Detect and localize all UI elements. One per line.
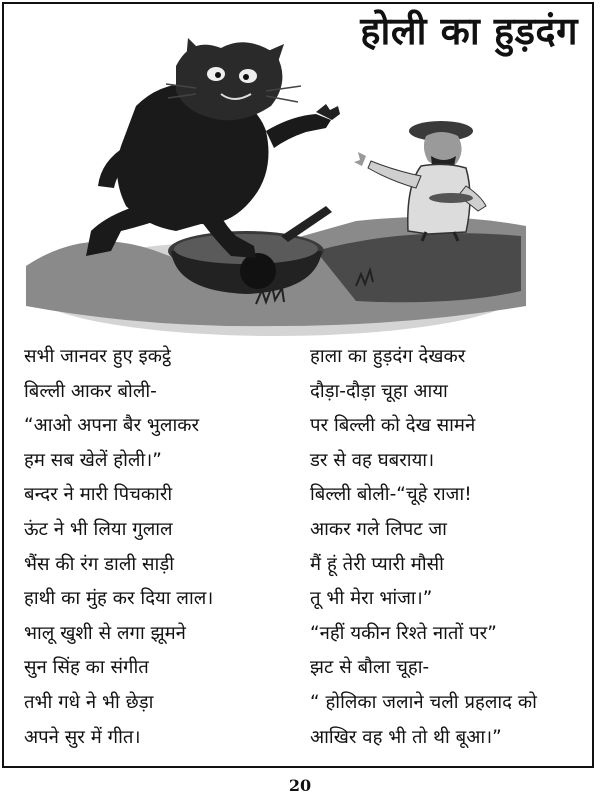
- poem-line: आखिर वह भी तो थी बूआ।”: [310, 726, 502, 748]
- poem-line: ऊंट ने भी लिया गुलाल: [24, 518, 173, 540]
- poem-line: दौड़ा-दौड़ा चूहा आया: [310, 380, 448, 402]
- poem-line: आकर गले लिपट जा: [310, 518, 447, 540]
- poem-line: “आओ अपना बैर भुलाकर: [24, 415, 200, 437]
- poem-line: बन्दर ने मारी पिचकारी: [24, 484, 173, 506]
- poem-line: पर बिल्ली को देख सामने: [310, 415, 476, 437]
- poem-line: “नहीं यकीन रिश्ते नातों पर”: [310, 622, 497, 644]
- cat-and-mouse-illustration: [26, 36, 526, 338]
- poem-line: हम सब खेलें होली।”: [24, 449, 162, 471]
- poem-line: बिल्ली आकर बोली-: [24, 380, 157, 402]
- poem-line: तभी गधे ने भी छेड़ा: [24, 691, 154, 713]
- poem-line: अपने सुर में गीत।: [24, 726, 141, 748]
- poem-line: “ होलिका जलाने चली प्रहलाद को: [310, 691, 537, 713]
- poem-line: झट से बौला चूहा-: [310, 657, 430, 679]
- poem-right-column: [310, 340, 592, 755]
- poem-line: भैंस की रंग डाली साड़ी: [24, 553, 175, 575]
- page-number: 20: [288, 776, 312, 795]
- poem-line: बिल्ली बोली-“चूहे राजा!: [310, 484, 472, 506]
- poem-line: तू भी मेरा भांजा।”: [310, 588, 433, 610]
- poem-line: डर से वह घबराया।: [310, 449, 435, 471]
- poem-line: भालू खुशी से लगा झूमने: [24, 622, 186, 644]
- poem-line: सभी जानवर हुए इकट्ठे: [24, 346, 171, 367]
- poem-left-column: [24, 340, 304, 755]
- poem-line: हाथी का मुंह कर दिया लाल।: [24, 588, 214, 610]
- poem-line: सुन सिंह का संगीत: [24, 657, 149, 679]
- page-title: होली का हुड़दंग: [360, 9, 578, 53]
- poem-line: मैं हूं तेरी प्यारी मौसी: [310, 553, 444, 575]
- poem-line: हाला का हुड़दंग देखकर: [310, 346, 466, 367]
